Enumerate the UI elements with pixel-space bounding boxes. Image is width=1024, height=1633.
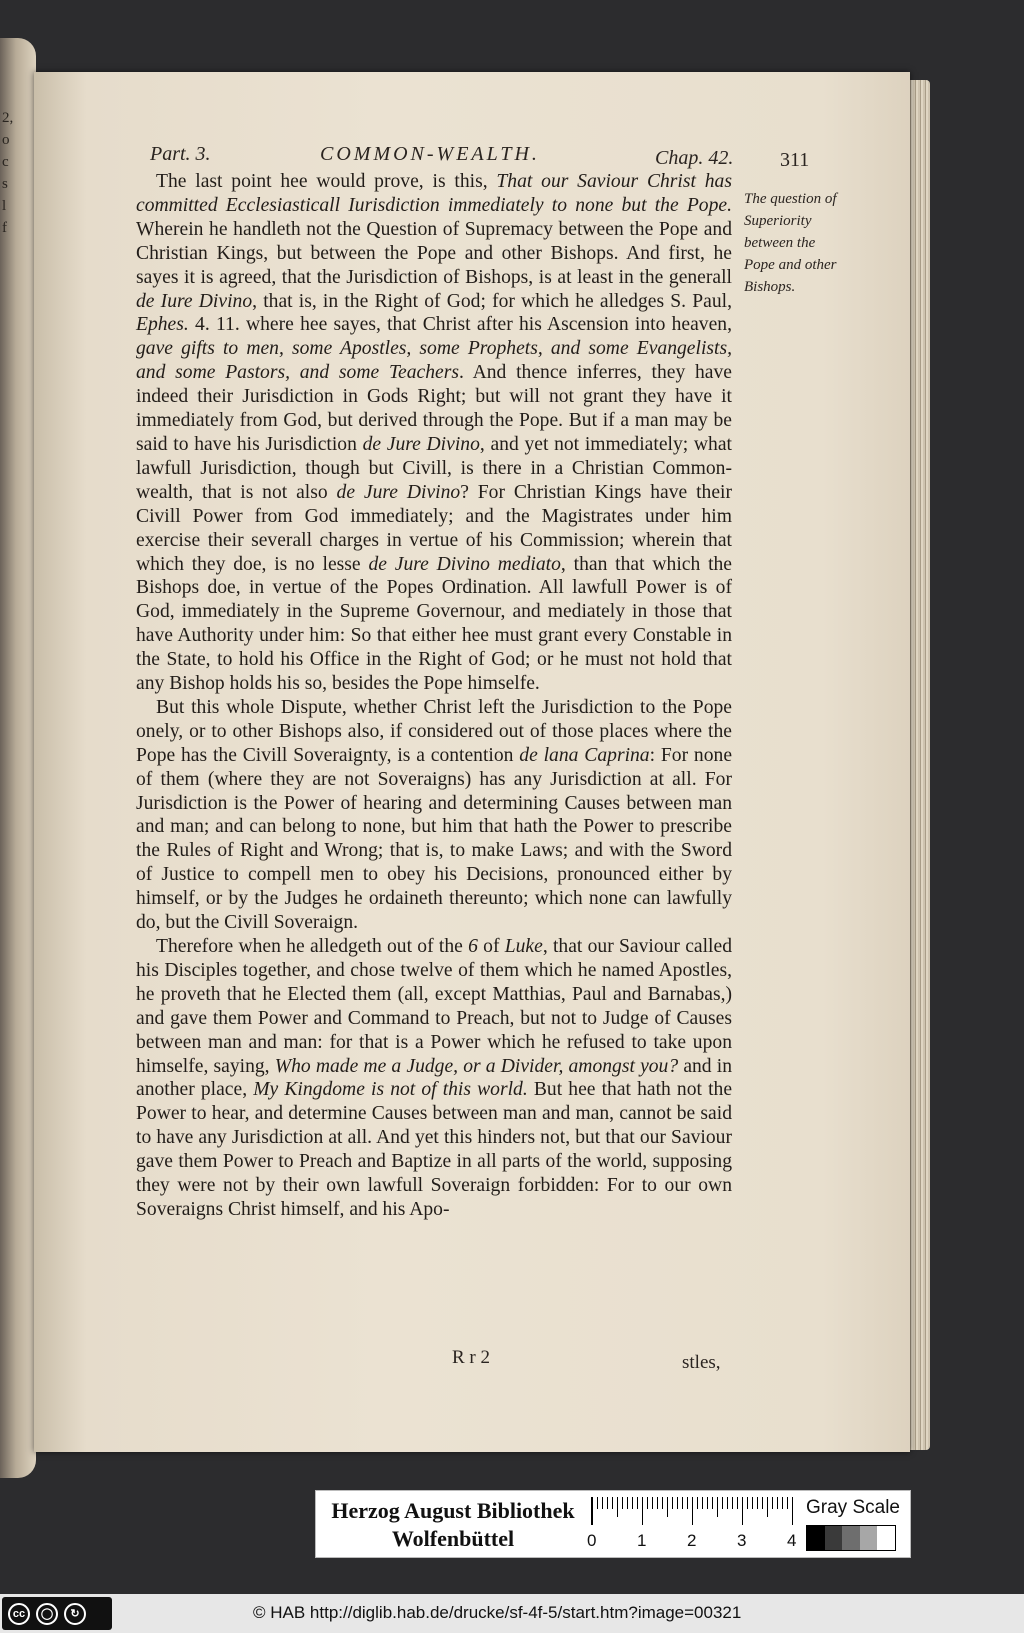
library-name-line1: Herzog August Bibliothek: [331, 1498, 575, 1523]
italic-run: gave gifts to men, some Apostles, some Prophets, and some Evangelists, and some Pastors, and some Teachers: [136, 338, 732, 384]
paragraph: [136, 696, 732, 935]
italic-run: My Kingdome is not of this world.: [253, 1079, 528, 1101]
ruler-tick: [742, 1497, 743, 1525]
italic-run: Luke: [504, 936, 543, 957]
italic-run: de Jure Divino: [362, 433, 480, 455]
ruler-tick: [692, 1497, 693, 1525]
left-page-letter: f: [2, 220, 7, 236]
gray-scale-label: Gray Scale: [806, 1497, 900, 1518]
italic-run: Ephes.: [136, 314, 189, 336]
ruler-tick: [697, 1497, 698, 1509]
italic-run: de Jure Divino mediato: [368, 553, 561, 575]
ruler-tick: [662, 1497, 663, 1509]
cc-icon: cc: [8, 1603, 30, 1625]
ruler-tick: [597, 1497, 598, 1509]
gray-swatch: [860, 1526, 878, 1550]
ruler-tick: [727, 1497, 728, 1509]
left-page-letter: s: [2, 176, 8, 192]
ruler-tick: [732, 1497, 733, 1509]
ruler-tick: [682, 1497, 683, 1509]
text-run: But hee that hath not the Power to hear, and determine Causes between man and man, cannot be said to have any Jurisdiction at all. And yet this hinders not, but that our Saviour gave them Power to Preach and Baptize in all parts of the world, supposing they were not by their own lawfull Soveraign forbidden: For to our own Soveraigns Christ himself, and his Apo-: [136, 1079, 733, 1220]
ruler-tick: [767, 1497, 768, 1517]
text-run: of: [477, 936, 505, 957]
text-run: : For none of them (where they are not Soveraigns) has any Jurisdiction at all. For Jurisdiction is the Power of hearing and determining Causes between man and man; and can belong to none, but him that hath the Power to prescribe the Rules of Right and Wrong; that is, to make Laws; and with the Sword of Justice to compell men to obey his Decisions, pronounced either by himself, or by the Judges he ordaineth thereunto; which none can lawfully do, but the Civill Soveraign.: [136, 744, 733, 934]
text-run: and in another place,: [136, 1055, 733, 1101]
ruler-tick: [657, 1497, 658, 1509]
text-run: . And thence inferres, they have indeed their Jurisdiction in Gods Right; but will not grant they have it immediately from God, but derived through the Pope. But if a man may be said to have his Jurisdiction: [136, 362, 733, 455]
paragraph: [136, 935, 732, 1222]
ruler-tick: [592, 1497, 593, 1525]
signature-mark: R r 2: [452, 1347, 490, 1368]
italic-run: 6: [468, 936, 478, 957]
italic-run: Who made me a Judge, or a Divider, amongst you?: [274, 1055, 679, 1077]
color-calibration-bar: [315, 1490, 911, 1558]
footer-copyright-url[interactable]: © HAB http://diglib.hab.de/drucke/sf-4f-5/start.htm?image=00321: [253, 1603, 742, 1622]
text-run: The last point hee would prove, is this,: [156, 171, 497, 192]
body-text: [136, 170, 732, 1222]
ruler-tick: [612, 1497, 613, 1509]
italic-run: de Jure Divino: [336, 481, 461, 503]
ruler-tick: [642, 1497, 643, 1525]
ruler-label: 4: [787, 1531, 797, 1550]
header-title: COMMON-WEALTH.: [320, 143, 540, 165]
text-run: ? For Christian Kings have their Civill Power from God immediately; and the Magistrates under him exercise their severall charges in vertue of his Commission; wherein that which they doe, is no lesse: [136, 481, 732, 575]
ruler-tick: [772, 1497, 773, 1509]
ruler-tick: [667, 1497, 668, 1517]
chapter-label: Chap. 42.: [655, 147, 734, 169]
ruler-tick: [792, 1497, 793, 1525]
ruler-tick: [627, 1497, 628, 1509]
ruler-tick: [647, 1497, 648, 1509]
cc-license-badge[interactable]: [2, 1597, 112, 1630]
page-number: 311: [780, 149, 810, 171]
left-page-edge: [0, 38, 36, 1478]
gray-swatch: [842, 1526, 860, 1550]
ruler-tick: [747, 1497, 748, 1509]
paragraph: [136, 170, 732, 696]
ruler-tick: [712, 1497, 713, 1509]
gray-swatch: [825, 1526, 843, 1550]
ruler-label: 3: [737, 1531, 747, 1550]
ruler-tick: [677, 1497, 678, 1509]
ruler-tick: [757, 1497, 758, 1509]
text-run: , than that which the Bishops doe, in vertue of the Popes Ordination. All lawfull Power is of God, immediately in the Supreme Governour, and mediately in those that have Authority under him: So that either hee must grant every Constable in the State, to hold his Office in the Right of God; or he must not hold that any Bishop holds his so, besides the Pope himselfe.: [136, 553, 733, 695]
ruler-tick: [717, 1497, 718, 1517]
italic-run: de Iure Divino: [136, 290, 253, 312]
running-header: [150, 143, 830, 171]
text-run: , that our Saviour called his Disciples together, and chose twelve of them which he named Apostles, he proveth that he Elected them (all, except Matthias, Paul and Barnabas,) and gave them Power and Command to Preach, but not to Judge of Causes between man and man: for that is a Power which he refused to take upon himselfe, saying,: [136, 936, 732, 1077]
left-page-letter: l: [2, 198, 7, 214]
ruler-tick: [707, 1497, 708, 1509]
part-label: Part. 3.: [150, 143, 211, 165]
library-name: [328, 1497, 578, 1553]
ruler-label: 1: [637, 1531, 647, 1550]
scale-ruler: [591, 1497, 797, 1525]
gray-swatch: [807, 1526, 825, 1550]
ruler-tick: [602, 1497, 603, 1509]
italic-run: de lana Caprina: [519, 744, 650, 766]
ruler-tick: [617, 1497, 618, 1517]
ruler-tick: [607, 1497, 608, 1509]
text-run: Therefore when he alledgeth out of the: [156, 936, 469, 957]
ruler-tick: [737, 1497, 738, 1509]
text-run: , that is, in the Right of God; for which he alledges S. Paul,: [252, 290, 732, 312]
text-run: Wherein he handleth not the Question of Supremacy between the Pope and Christian Kings, but between the Pope and other Bishops. And first, he sayes it is agreed, that the Jurisdiction of Bishops, is at least in the generall: [136, 218, 732, 288]
ruler-tick: [652, 1497, 653, 1509]
library-name-line2: Wolfenbüttel: [391, 1526, 515, 1551]
ruler-tick: [687, 1497, 688, 1509]
text-run: 4. 11. where hee sayes, that Christ after his Ascension into heaven,: [188, 314, 732, 336]
footer-bar: [0, 1594, 1024, 1633]
ruler-tick: [787, 1497, 788, 1509]
ruler-tick: [632, 1497, 633, 1509]
sa-icon: ↻: [64, 1603, 86, 1625]
ruler-tick: [722, 1497, 723, 1509]
catchword: stles,: [682, 1352, 721, 1373]
margin-note: The question of Superiority between the Pope and other Bishops.: [744, 191, 837, 295]
gray-scale-swatches: [806, 1525, 896, 1551]
gray-swatch: [877, 1526, 895, 1550]
ruler-tick: [782, 1497, 783, 1509]
ruler-tick: [622, 1497, 623, 1509]
text-run: But this whole Dispute, whether Christ left the Jurisdiction to the Pope onely, or to other Bishops also, if considered out of those places where the Pope has the Civill Soveraignty, is a contention: [136, 696, 732, 766]
text-run: , and yet not immediately; what lawfull Jurisdiction, though but Civill, is there in a Christian Common-wealth, that is not also: [136, 433, 732, 503]
italic-run: That our Saviour Christ has committed Ecclesiasticall Iurisdiction immediately to none but the Pope.: [136, 171, 732, 216]
left-page-letter: c: [2, 154, 9, 170]
ruler-tick: [702, 1497, 703, 1509]
ruler-tick: [752, 1497, 753, 1509]
ruler-label: 0: [587, 1531, 597, 1550]
left-page-letter: 2,: [2, 110, 14, 126]
ruler-tick: [672, 1497, 673, 1509]
left-page-letter: o: [2, 132, 10, 148]
page-stack-edges: [908, 80, 930, 1450]
ruler-label: 2: [687, 1531, 697, 1550]
ruler-tick: [777, 1497, 778, 1509]
ruler-tick: [762, 1497, 763, 1509]
ruler-tick: [637, 1497, 638, 1509]
by-icon: ◯: [36, 1603, 58, 1625]
